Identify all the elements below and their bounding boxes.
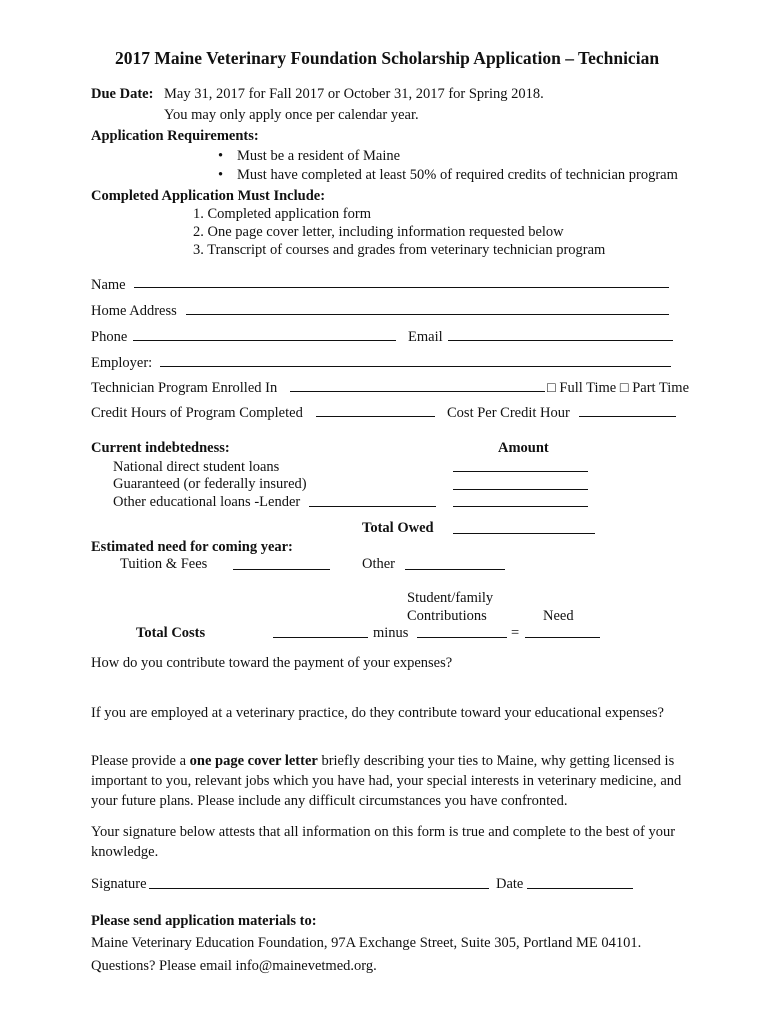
total-costs-label: Total Costs bbox=[136, 625, 206, 641]
signature-label: Signature bbox=[91, 876, 147, 892]
bullet-icon: • bbox=[218, 148, 224, 164]
attest-paragraph: Your signature below attests that all information on this form is true and complete to the best of your knowledge. bbox=[91, 824, 676, 860]
debt-amount-field[interactable] bbox=[453, 471, 588, 472]
due-date-label: Due Date: bbox=[91, 86, 154, 102]
employer-label: Employer: bbox=[91, 355, 153, 371]
program-label: Technician Program Enrolled In bbox=[91, 380, 278, 396]
cover-letter-intro: Please provide a bbox=[91, 753, 190, 769]
must-include-item: 3. Transcript of courses and grades from veterinary technician program bbox=[193, 242, 606, 258]
requirement-item: Must be a resident of Maine bbox=[237, 148, 401, 164]
requirements-heading: Application Requirements: bbox=[91, 128, 259, 144]
phone-label: Phone bbox=[91, 329, 128, 345]
debt-amount-field[interactable] bbox=[453, 489, 588, 490]
total-owed-label: Total Owed bbox=[362, 520, 434, 536]
date-field[interactable] bbox=[527, 888, 633, 889]
phone-field[interactable] bbox=[133, 340, 396, 341]
date-label: Date bbox=[496, 876, 524, 892]
contributions-label: Contributions bbox=[407, 608, 487, 624]
amount-heading: Amount bbox=[498, 440, 549, 456]
employer-field[interactable] bbox=[160, 366, 671, 367]
cost-per-credit-label: Cost Per Credit Hour bbox=[447, 405, 570, 421]
due-date-text: May 31, 2017 for Fall 2017 or October 31, 2017 for Spring 2018. bbox=[164, 86, 544, 102]
contributions-field[interactable] bbox=[417, 637, 507, 638]
questions-email: Questions? Please email info@mainevetmed.org. bbox=[91, 958, 377, 974]
credit-hours-field[interactable] bbox=[316, 416, 435, 417]
must-include-item: 2. One page cover letter, including information requested below bbox=[193, 224, 564, 240]
requirement-item: Must have completed at least 50% of required credits of technician program bbox=[237, 167, 678, 183]
debt-item-label: Guaranteed (or federally insured) bbox=[113, 476, 307, 492]
apply-once-note: You may only apply once per calendar year. bbox=[164, 107, 419, 123]
program-field[interactable] bbox=[290, 391, 545, 392]
credit-hours-label: Credit Hours of Program Completed bbox=[91, 405, 303, 421]
need-label: Need bbox=[543, 608, 574, 624]
cover-letter-rest: briefly describing your ties to Maine, why getting licensed is important to you, relevant jobs which you have had, your special interests in veterinary medicine, and your future plans. Please include any difficult circumstances you have confronted. bbox=[91, 753, 682, 809]
name-label: Name bbox=[91, 277, 126, 293]
indebtedness-heading: Current indebtedness: bbox=[91, 440, 230, 456]
total-owed-field[interactable] bbox=[453, 533, 595, 534]
cover-letter-paragraph bbox=[91, 751, 701, 811]
question-employer-contribute: If you are employed at a veterinary practice, do they contribute toward your educational expenses? bbox=[91, 705, 664, 721]
must-include-item: 1. Completed application form bbox=[193, 206, 371, 222]
need-heading: Estimated need for coming year: bbox=[91, 539, 293, 555]
lender-field[interactable] bbox=[309, 506, 436, 507]
send-heading: Please send application materials to: bbox=[91, 913, 317, 929]
question-contribute: How do you contribute toward the payment of your expenses? bbox=[91, 655, 453, 671]
equals-label: = bbox=[511, 625, 520, 641]
signature-field[interactable] bbox=[149, 888, 489, 889]
page-title: 2017 Maine Veterinary Foundation Scholarship Application – Technician bbox=[115, 48, 660, 68]
other-field[interactable] bbox=[405, 569, 505, 570]
cost-per-credit-field[interactable] bbox=[579, 416, 676, 417]
tuition-field[interactable] bbox=[233, 569, 330, 570]
need-field[interactable] bbox=[525, 637, 600, 638]
email-field[interactable] bbox=[448, 340, 673, 341]
debt-amount-field[interactable] bbox=[453, 506, 588, 507]
name-field[interactable] bbox=[134, 287, 669, 288]
home-address-field[interactable] bbox=[186, 314, 669, 315]
minus-label: minus bbox=[373, 625, 409, 641]
email-label: Email bbox=[408, 329, 443, 345]
bullet-icon: • bbox=[218, 167, 224, 183]
home-address-label: Home Address bbox=[91, 303, 177, 319]
enrollment-status-checkboxes[interactable]: □ Full Time □ Part Time bbox=[547, 380, 690, 396]
cover-letter-bold: one page cover letter bbox=[189, 753, 318, 769]
send-address: Maine Veterinary Education Foundation, 97A Exchange Street, Suite 305, Portland ME 04101. bbox=[91, 935, 642, 951]
other-label: Other bbox=[362, 556, 396, 572]
debt-item-label: National direct student loans bbox=[113, 459, 280, 475]
debt-item-label: Other educational loans -Lender bbox=[113, 494, 301, 510]
total-costs-field[interactable] bbox=[273, 637, 368, 638]
must-include-heading: Completed Application Must Include: bbox=[91, 188, 326, 204]
student-family-label: Student/family bbox=[407, 590, 494, 606]
tuition-label: Tuition & Fees bbox=[120, 556, 208, 572]
